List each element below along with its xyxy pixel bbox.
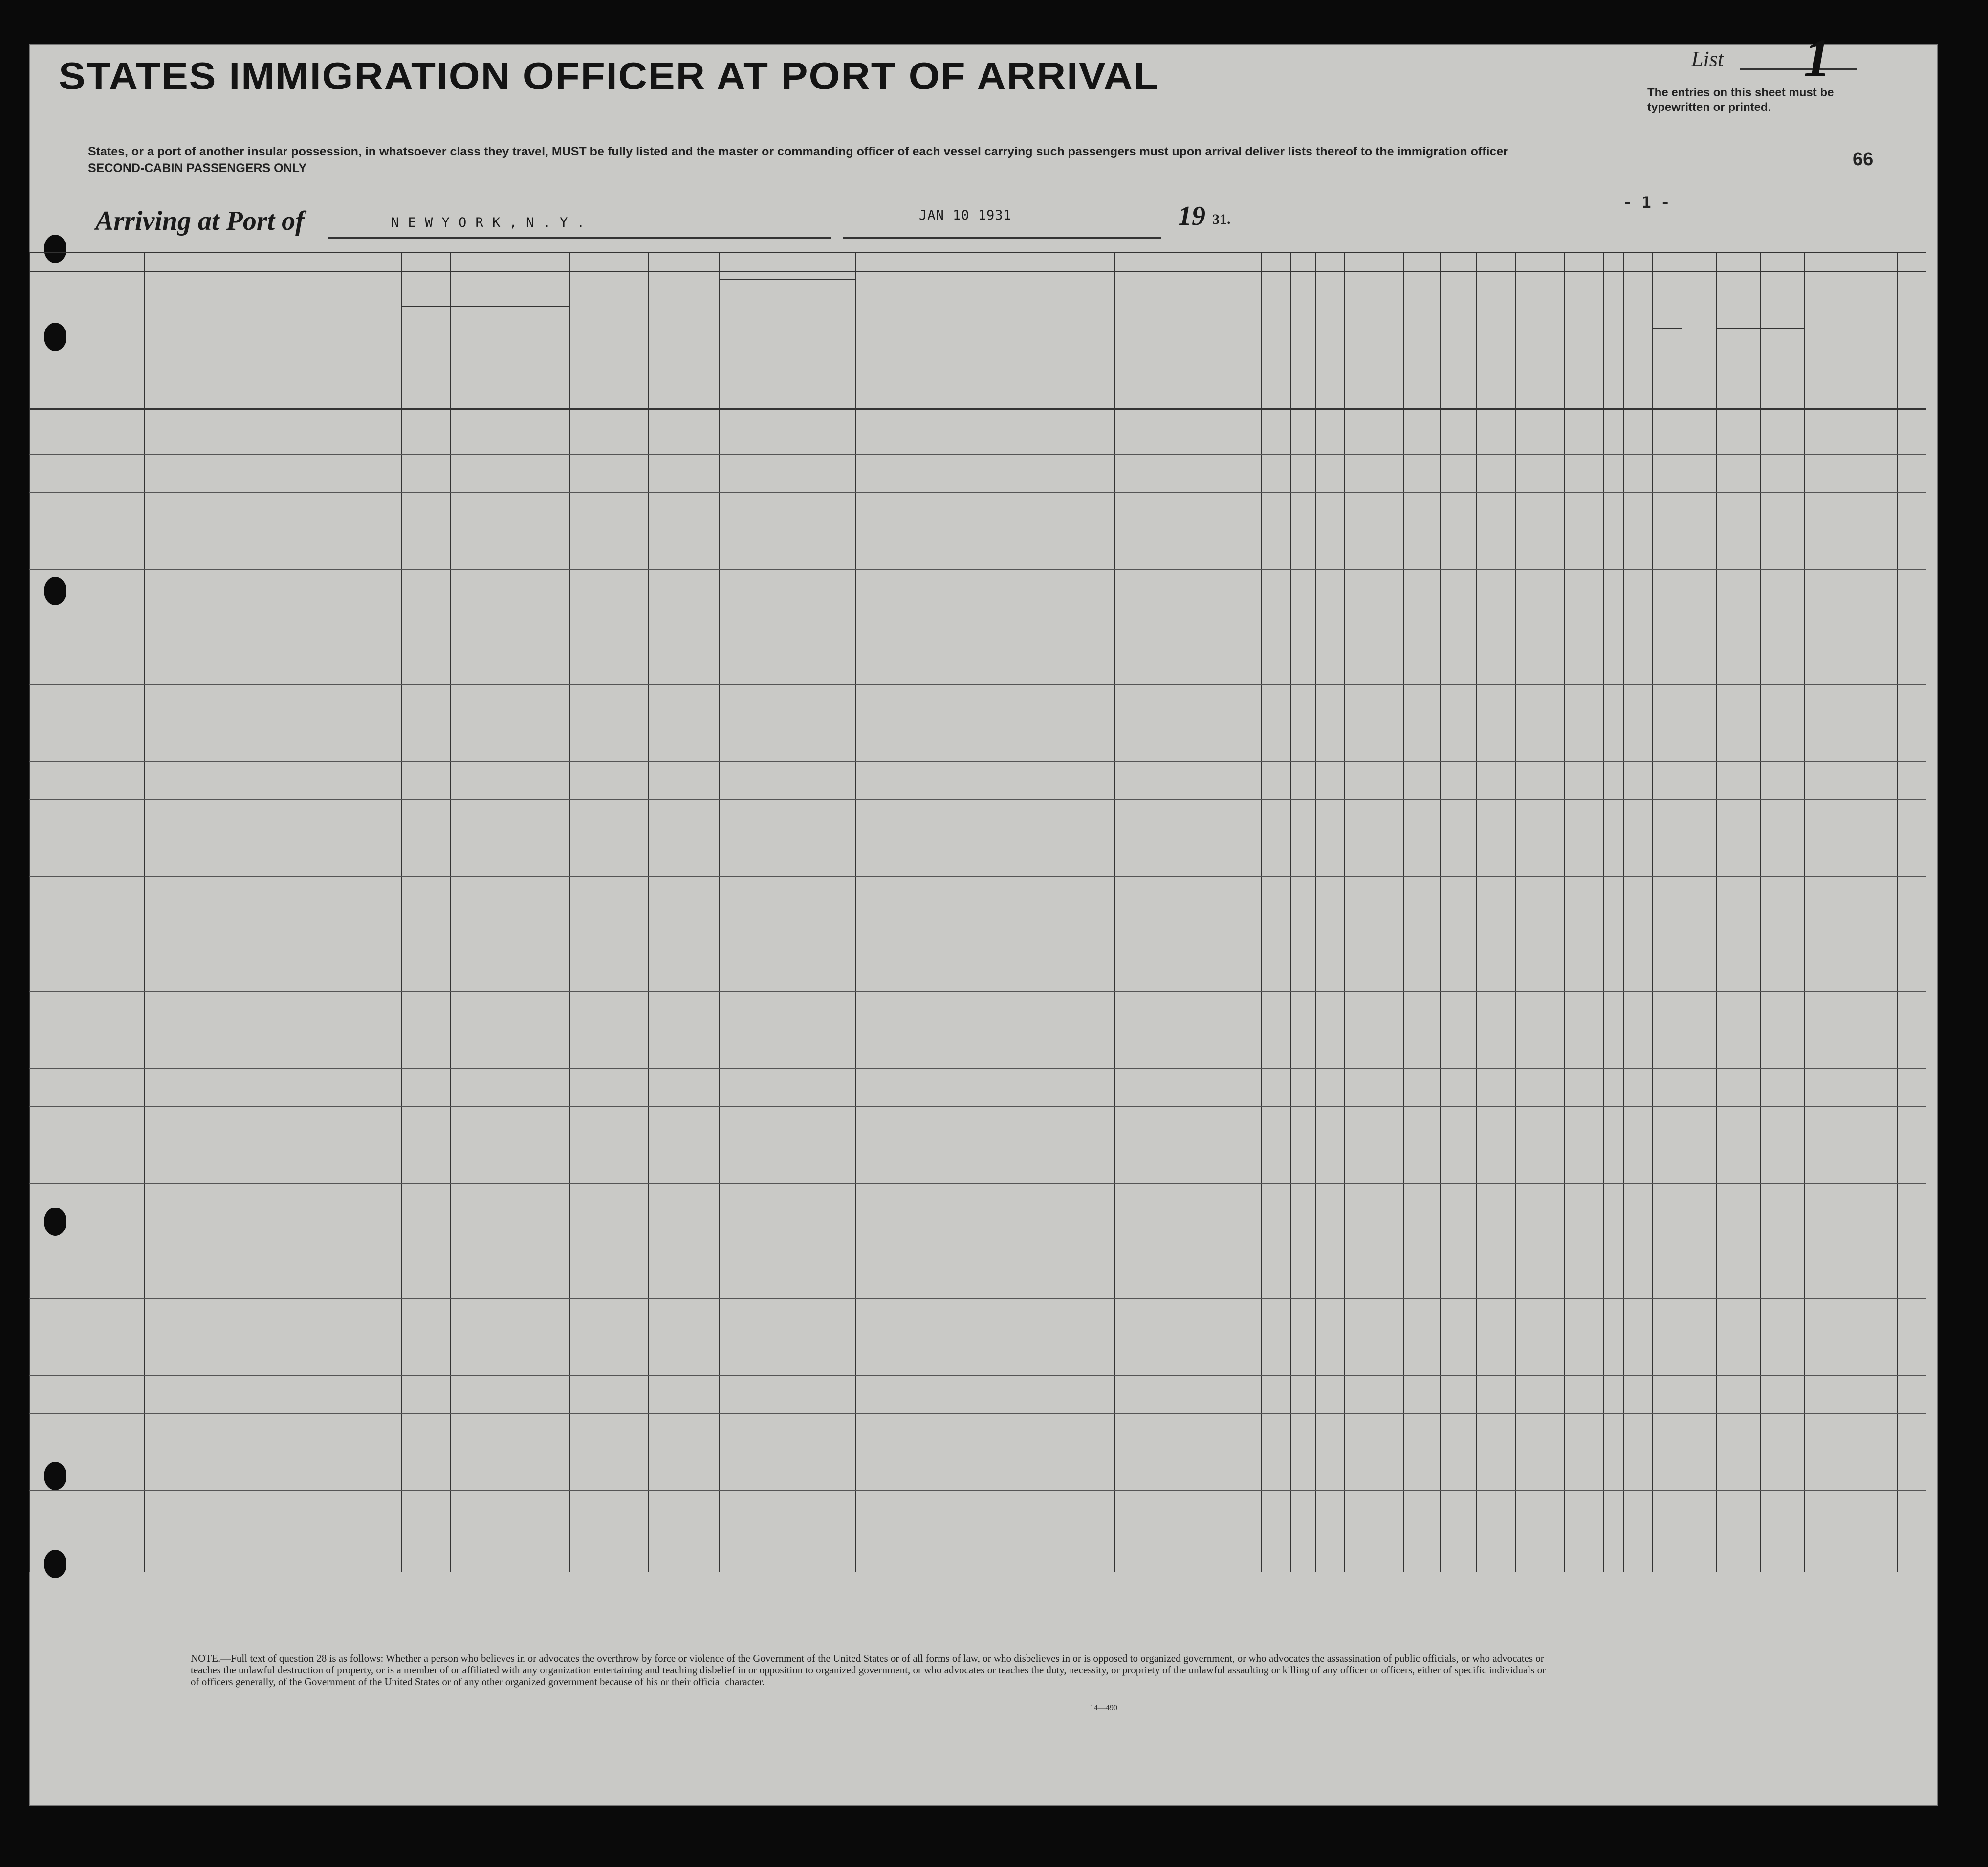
port-line	[328, 237, 831, 239]
column-divider	[1623, 252, 1624, 1572]
year-suffix: 31.	[1212, 211, 1231, 227]
column-divider	[1515, 252, 1516, 1572]
row-rule	[29, 684, 1926, 685]
column-divider	[29, 252, 30, 1572]
heading-v30	[1441, 281, 1470, 403]
row-rule	[29, 1068, 1926, 1069]
column-divider	[1114, 252, 1115, 1572]
column-divider	[1564, 252, 1565, 1572]
column-divider	[144, 252, 145, 1572]
port-value: N E W Y O R K , N . Y .	[391, 215, 585, 230]
column-divider	[569, 252, 570, 1572]
column-divider	[719, 252, 720, 1572]
row-rule	[29, 492, 1926, 493]
cabin-class: SECOND-CABIN PASSENGERS ONLY	[88, 161, 307, 175]
column-divider	[855, 252, 856, 1572]
form-title: STATES IMMIGRATION OFFICER AT PORT OF ARRIVAL	[59, 54, 1159, 97]
row-rule	[29, 569, 1926, 570]
heading-v24a	[1117, 281, 1146, 403]
heading-v24c	[1215, 281, 1244, 403]
column-divider	[648, 252, 649, 1572]
footnote: NOTE.—Full text of question 28 is as follows: Whether a person who believes in or advocates the overthrow by force or violence of the Government of the United States or of all forms of law, or who disbelieves in or is opposed to organized government, or who advocates the assassination of public officials, or who advocates or teaches the unlawful destruction of property, or is a member of or affiliated with any organization entertaining and teaching disbelief in or opposition to organized government, or who advocates or teaches the duty, necessity, or propriety of the unlawful assaulting or killing of any officer or officers, either of specific individuals or of officers generally, of the Government of the United States or of any other organized government because of his or their official character.	[191, 1652, 1546, 1688]
column-divider	[1290, 252, 1291, 1572]
column-divider	[1344, 252, 1345, 1572]
column-divider	[1760, 252, 1761, 1572]
heading-v19	[572, 281, 601, 403]
column-divider	[1716, 252, 1717, 1572]
manifest-table	[29, 252, 1926, 1572]
row-rule	[29, 1183, 1926, 1184]
column-divider	[1261, 252, 1262, 1572]
form-instructions: States, or a port of another insular possession, in whatsoever class they travel, MUST be fully listed and the master or commanding officer of each vessel carrying such passengers must upon arrival deliver lists thereof to the immigration officer	[88, 145, 1508, 158]
row-rule	[29, 1298, 1926, 1299]
heading-v29	[1404, 281, 1433, 403]
heading-v27	[1316, 281, 1343, 403]
list-underline	[1740, 68, 1857, 70]
row-rule	[29, 1106, 1926, 1107]
row-rule	[29, 1413, 1926, 1414]
row-rule	[29, 761, 1926, 762]
subheader-rule	[1716, 328, 1804, 329]
list-label: List	[1691, 47, 1724, 71]
column-divider	[401, 252, 402, 1572]
heading-v28	[1345, 281, 1375, 403]
column-divider	[1403, 252, 1404, 1572]
form-code: 14—490	[1090, 1704, 1117, 1712]
header-bottom-rule	[29, 408, 1926, 410]
row-rule	[29, 991, 1926, 992]
row-rule	[29, 876, 1926, 877]
column-divider	[1440, 252, 1441, 1572]
column-divider	[1603, 252, 1604, 1572]
column-divider	[1476, 252, 1477, 1572]
column-divider	[1315, 252, 1316, 1572]
heading-v25	[1262, 281, 1289, 403]
row-rule	[29, 1490, 1926, 1491]
subheader-rule	[401, 306, 569, 307]
arrival-date: JAN 10 1931	[919, 208, 1012, 223]
row-rule	[29, 1375, 1926, 1376]
arriving-label: Arriving at Port of	[95, 206, 305, 236]
column-divider	[1804, 252, 1805, 1572]
column-number-rule	[29, 271, 1926, 272]
page-number: 66	[1853, 149, 1874, 170]
subheader-rule	[1652, 328, 1682, 329]
row-rule	[29, 454, 1926, 455]
year-prefix: 19	[1178, 201, 1205, 231]
heading-v21	[687, 281, 716, 403]
header-top-rule	[29, 252, 1926, 253]
subheader-rule	[1114, 271, 1261, 272]
heading-v24b	[1163, 281, 1193, 403]
date-line	[843, 237, 1161, 239]
heading-v26	[1291, 281, 1314, 403]
column-divider	[450, 252, 451, 1572]
subheader-rule	[719, 279, 855, 280]
typewritten-instruction: The entries on this sheet must be typewritten or printed.	[1647, 86, 1834, 114]
row-rule	[29, 799, 1926, 800]
list-number: 1	[1804, 28, 1831, 88]
column-divider	[1652, 252, 1653, 1572]
sheet-mark: - 1 -	[1623, 193, 1670, 212]
column-divider	[1897, 252, 1898, 1572]
